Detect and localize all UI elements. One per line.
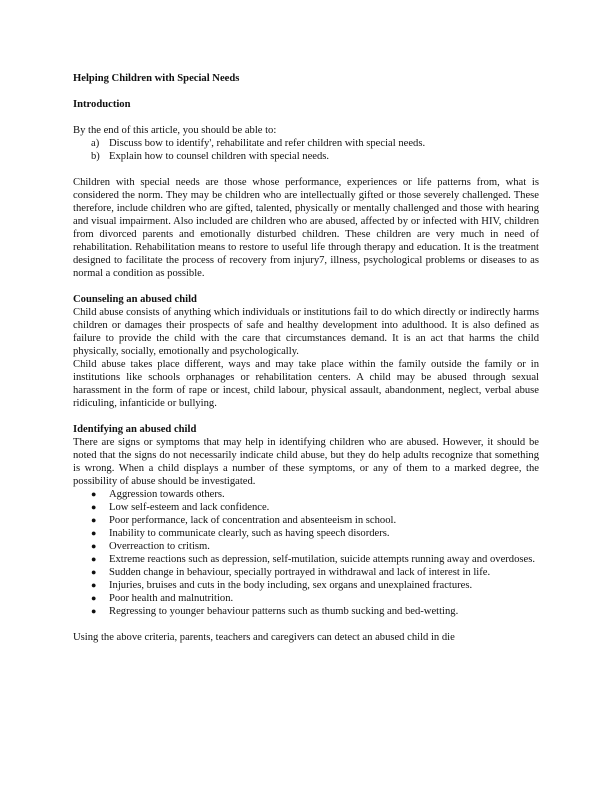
bullet-icon: ●	[91, 502, 97, 512]
counseling-paragraph-1: Child abuse consists of anything which individuals or institutions fail to do which directly or indirectly harms children or damages their prospects of safe and healthy development into adulthood. It is also defined as failure to provide the child with the care that circumstances demand. It is an act that harms the child physically, socially, emotionally and psychologically.	[73, 307, 539, 357]
sign-text: Overreaction to critism.	[109, 541, 210, 552]
sign-text: Regressing to younger behaviour patterns such as thumb sucking and bed-wetting.	[109, 606, 459, 617]
bullet-icon: ●	[91, 580, 97, 590]
spacer	[73, 410, 539, 423]
sign-text: Poor health and malnutrition.	[109, 593, 234, 604]
sign-text: Low self-esteem and lack confidence.	[109, 502, 270, 513]
list-item	[91, 553, 539, 566]
list-marker: a)	[91, 138, 100, 149]
introduction-heading: Introduction	[73, 99, 131, 110]
bullet-icon: ●	[91, 515, 97, 525]
spacer	[73, 163, 539, 176]
counseling-paragraph-2: Child abuse takes place different, ways and may take place within the family outside the family or in institutions like schools orphanages or rehabilitation centers. A child may be abused through sexual harassment in the form of rape or incest, child labour, physical assault, abandonment, neglect, verbal abuse ridiculing, infanticide or bullying.	[73, 359, 539, 409]
list-item	[91, 501, 539, 514]
objective-text: Explain how to counsel children with special needs.	[109, 151, 330, 162]
counseling-heading: Counseling an abused child	[73, 294, 197, 305]
sign-text: Aggression towards others.	[109, 489, 225, 500]
list-item	[91, 540, 539, 553]
bullet-icon: ●	[91, 489, 97, 499]
list-item	[91, 527, 539, 540]
objective-text: Discuss bow to identify', rehabilitate and refer children with special needs.	[109, 138, 426, 149]
objectives-list	[73, 137, 539, 163]
signs-list	[73, 488, 539, 618]
list-item	[91, 605, 539, 618]
sign-text: Inability to communicate clearly, such as having speech disorders.	[109, 528, 390, 539]
closing-paragraph: Using the above criteria, parents, teachers and caregivers can detect an abused child in die	[73, 632, 455, 643]
sign-text: Sudden change in behaviour, specially portrayed in withdrawal and lack of interest in life.	[109, 567, 491, 578]
page-content	[73, 72, 539, 644]
bullet-icon: ●	[91, 554, 97, 564]
bullet-icon: ●	[91, 567, 97, 577]
identifying-paragraph: There are signs or symptoms that may help in identifying children who are abused. However, it should be noted that the signs do not necessarily indicate child abuse, but they do help adults recognize that something is wrong. When a child displays a number of these symptoms, or any of them to a marked degree, the possibility of abuse should be investigated.	[73, 437, 539, 487]
list-item	[91, 137, 539, 150]
list-item	[91, 514, 539, 527]
sign-text: Poor performance, lack of concentration and absenteeism in school.	[109, 515, 397, 526]
sign-text: Extreme reactions such as depression, self-mutilation, suicide attempts running away and overdoses.	[109, 554, 535, 565]
sign-text: Injuries, bruises and cuts in the body including, sex organs and unexplained fractures.	[109, 580, 473, 591]
document-title: Helping Children with Special Needs	[73, 73, 240, 84]
identifying-heading: Identifying an abused child	[73, 424, 197, 435]
list-marker: b)	[91, 151, 100, 162]
bullet-icon: ●	[91, 593, 97, 603]
list-item	[91, 566, 539, 579]
bullet-icon: ●	[91, 606, 97, 616]
introduction-lead: By the end of this article, you should be able to:	[73, 125, 277, 136]
bullet-icon: ●	[91, 528, 97, 538]
list-item	[91, 579, 539, 592]
list-item	[91, 488, 539, 501]
list-item	[91, 592, 539, 605]
list-item	[91, 150, 539, 163]
introduction-paragraph: Children with special needs are those whose performance, experiences or life patterns from, what is considered the norm. They may be children who are intellectually gifted or those severely challenged. These therefore, include children who are gifted, talented, physically or mentally challenged and those with hearing and visual impairment. Also included are children who are abused, affected by or infected with HIV, children from divorced parents and emotionally disturbed children. These children are very much in need of rehabilitation. Rehabilitation means to restore to useful life through therapy and education. It is the treatment designed to facilitate the process of recovery from injury7, illness, psychological problems or diseases to as normal a condition as possible.	[73, 177, 539, 279]
bullet-icon: ●	[91, 541, 97, 551]
spacer	[73, 280, 539, 293]
